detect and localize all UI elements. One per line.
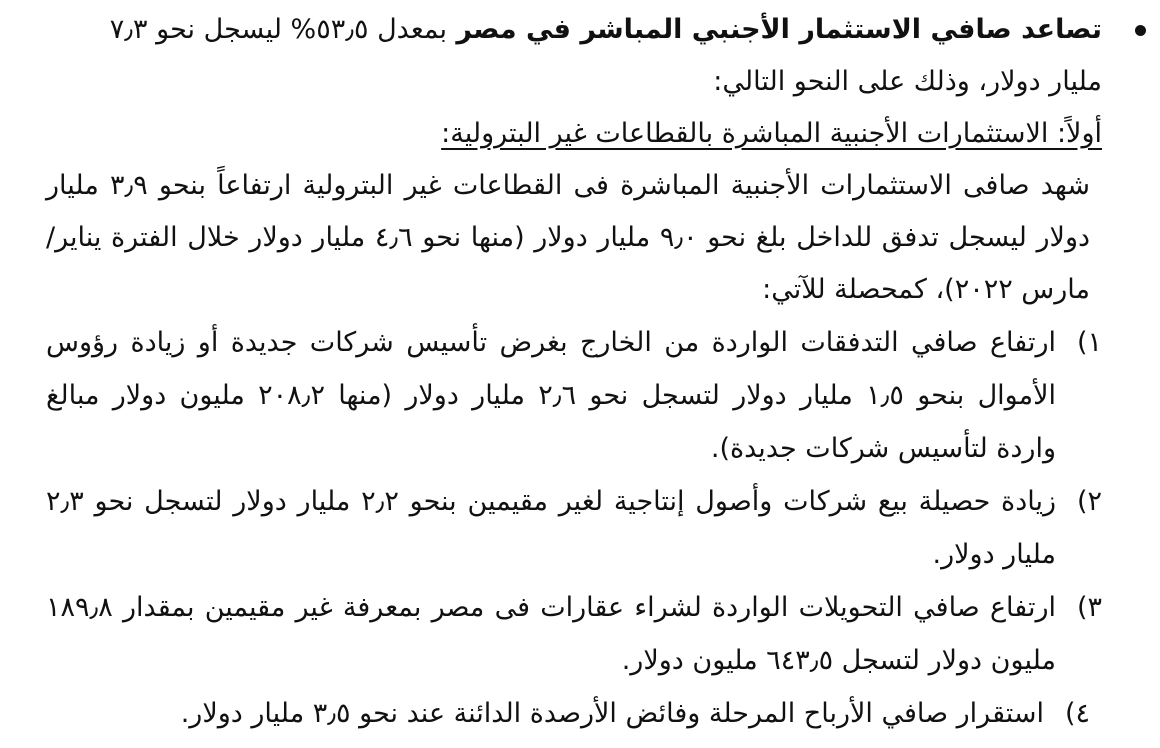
list-item-number: ٣) [1076, 592, 1102, 623]
list-item-number: ٤) [1064, 698, 1090, 729]
list-item [46, 316, 1102, 475]
list-item-number: ٢) [1076, 486, 1102, 517]
bullet-dot-icon [1135, 25, 1146, 36]
section-paragraph: شهد صافى الاستثمارات الأجنبية المباشرة فى القطاعات غير البترولية ارتفاعاً بنحو ٣٫٩ مليار دولار ليسجل تدفق للداخل بلغ نحو ٩٫٠ مليار دولار (منها نحو ٤٫٦ مليار دولار خلال الفترة يناير/مارس ٢٠٢٢)، كمحصلة للآتي: [46, 170, 1091, 305]
list-item-text: ارتفاع صافي التدفقات الواردة من الخارج بغرض تأسيس شركات جديدة أو زيادة رؤوس الأموال بنحو ١٫٥ مليار دولار لتسجل نحو ٢٫٦ مليار دولار (منها ٢٠٨٫٢ مليون دولار مبالغ واردة لتأسيس شركات جديدة). [46, 327, 1056, 464]
list-item [46, 581, 1102, 687]
headline-continuation: مليار دولار، وذلك على النحو التالي: [713, 66, 1102, 97]
list-item-number: ١) [1076, 327, 1102, 358]
list-item [46, 687, 1102, 740]
numbered-list [46, 316, 1102, 740]
bullet-block [46, 4, 1102, 740]
list-item [46, 475, 1102, 581]
list-item-text: ارتفاع صافي التحويلات الواردة لشراء عقارات فى مصر بمعرفة غير مقيمين بمقدار ١٨٩٫٨ مليون دولار لتسجل ٦٤٣٫٥ مليون دولار. [46, 592, 1056, 676]
section-heading: أولاً: الاستثمارات الأجنبية المباشرة بالقطاعات غير البترولية: [441, 118, 1102, 149]
headline [46, 4, 1102, 56]
list-item-text: زيادة حصيلة بيع شركات وأصول إنتاجية لغير مقيمين بنحو ٢٫٢ مليار دولار لتسجل نحو ٢٫٣ مليار دولار. [46, 486, 1056, 570]
headline-rest-text: بمعدل ٥٣٫٥% ليسجل نحو ٧٫٣ [109, 14, 448, 45]
headline-bold-text: تصاعد صافي الاستثمار الأجنبي المباشر في مصر [456, 14, 1102, 45]
list-item-text: استقرار صافي الأرباح المرحلة وفائض الأرصدة الدائنة عند نحو ٣٫٥ مليار دولار. [180, 698, 1044, 729]
